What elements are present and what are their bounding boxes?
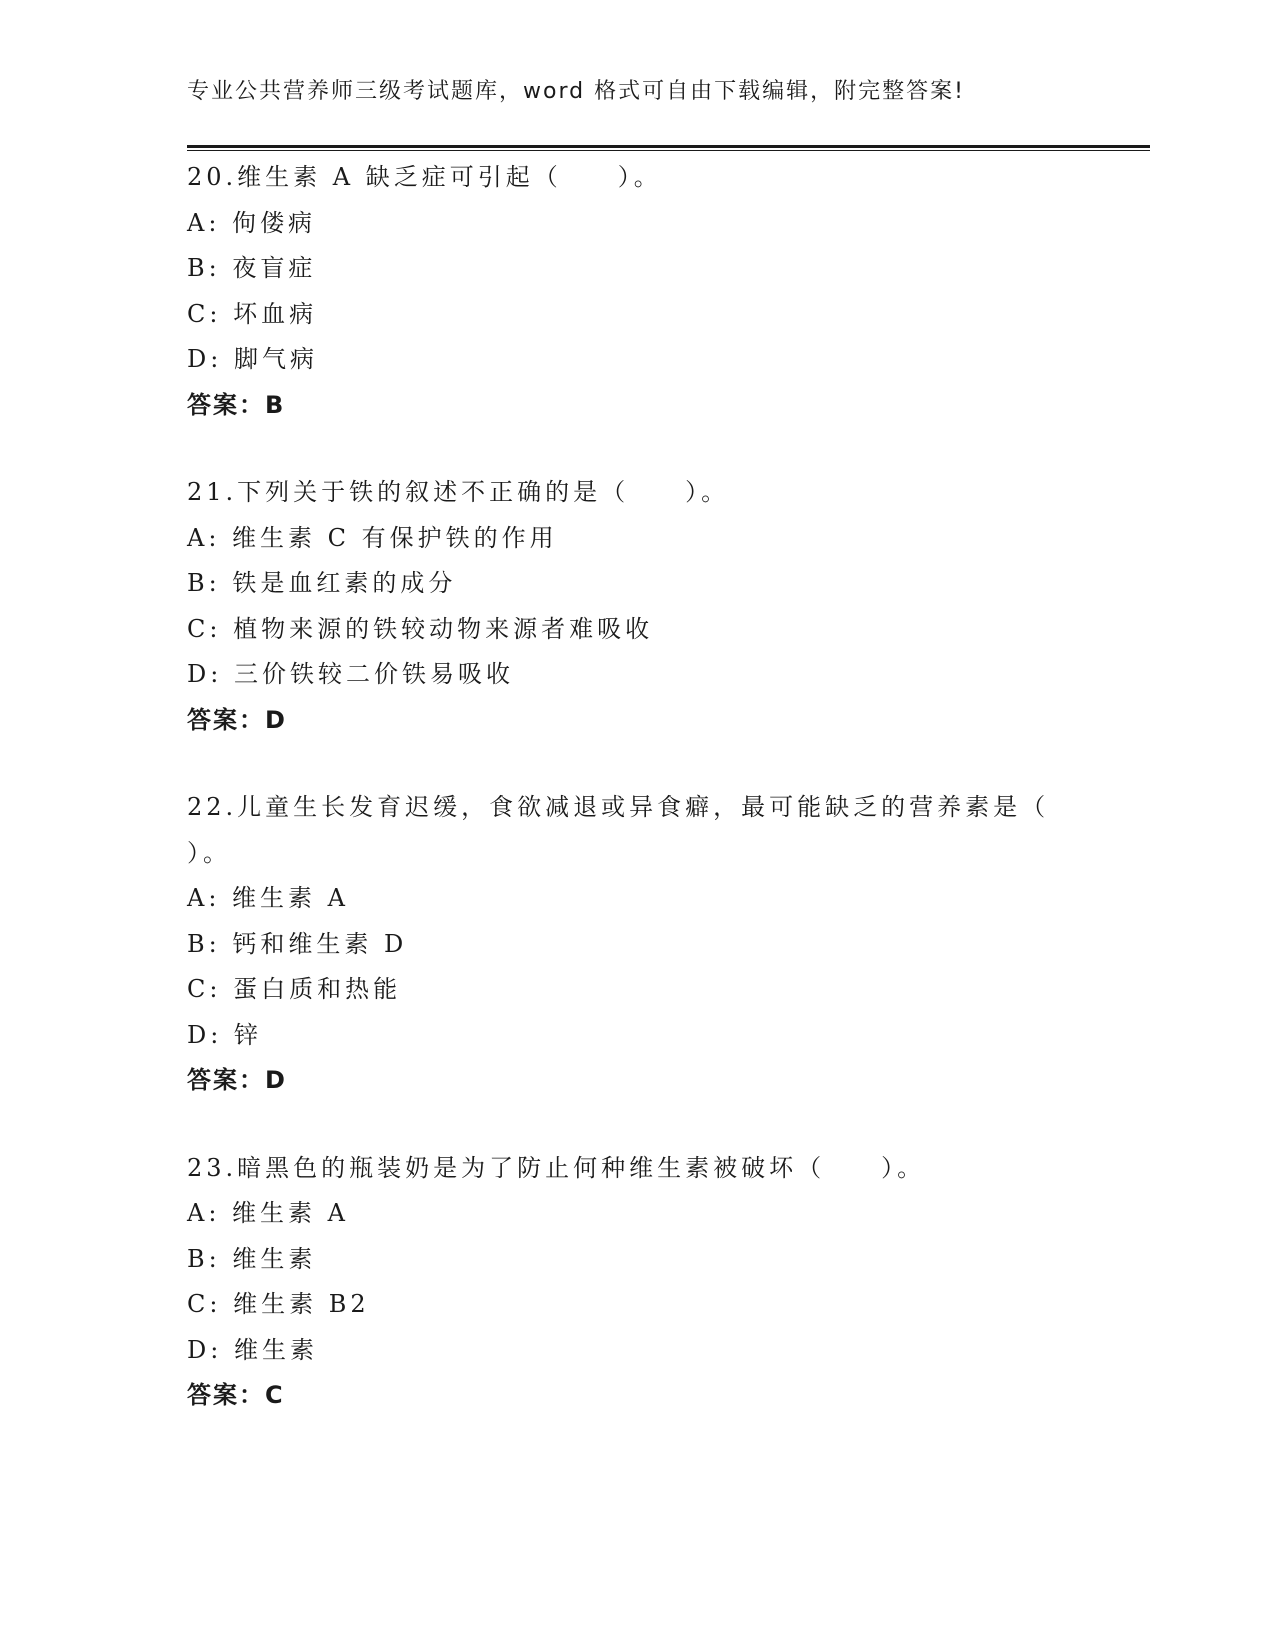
spacer (187, 428, 1087, 470)
option-b: B: 钙和维生素 D (187, 929, 408, 958)
option-b: B: 铁是血红素的成分 (187, 569, 457, 597)
question-22 (187, 785, 1106, 1104)
spacer (187, 743, 1087, 785)
question-stem: 22.儿童生长发育迟缓，食欲减退或异食癖，最可能缺乏的营养素是（ ）。 (187, 793, 1106, 867)
question-23 (187, 1146, 1087, 1419)
question-stem: 21.下列关于铁的叙述不正确的是（ ）。 (187, 478, 730, 506)
question-stem: 23.暗黑色的瓶装奶是为了防止何种维生素被破坏（ ）。 (187, 1153, 926, 1182)
option-d: D: 锌 (187, 1020, 262, 1049)
question-20 (187, 155, 1087, 428)
answer: 答案：B (187, 390, 286, 419)
answer: 答案：D (187, 705, 287, 734)
option-c: C: 坏血病 (187, 299, 318, 328)
option-a: A: 维生素 C 有保护铁的作用 (187, 523, 558, 552)
option-d: D: 维生素 (187, 1335, 318, 1364)
page-header: 专业公共营养师三级考试题库，word 格式可自由下载编辑，附完整答案! (187, 79, 965, 104)
answer: 答案：C (187, 1381, 285, 1409)
question-21 (187, 470, 1087, 743)
option-a: A: 维生素 A (187, 1199, 350, 1227)
option-c: C: 维生素 B2 (187, 1290, 370, 1318)
option-c: C: 蛋白质和热能 (187, 975, 402, 1003)
option-d: D: 脚气病 (187, 345, 318, 373)
option-d: D: 三价铁较二价铁易吸收 (187, 660, 514, 688)
option-a: A: 维生素 A (187, 884, 350, 912)
option-b: B: 夜盲症 (187, 254, 317, 282)
answer: 答案：D (187, 1066, 287, 1094)
option-a: A: 佝偻病 (187, 208, 317, 237)
question-list (187, 155, 1106, 1419)
question-stem: 20.维生素 A 缺乏症可引起（ ）。 (187, 163, 662, 191)
option-b: B: 维生素 (187, 1244, 317, 1273)
option-c: C: 植物来源的铁较动物来源者难吸收 (187, 614, 654, 643)
spacer (187, 1104, 1087, 1146)
header-divider (187, 145, 1150, 151)
